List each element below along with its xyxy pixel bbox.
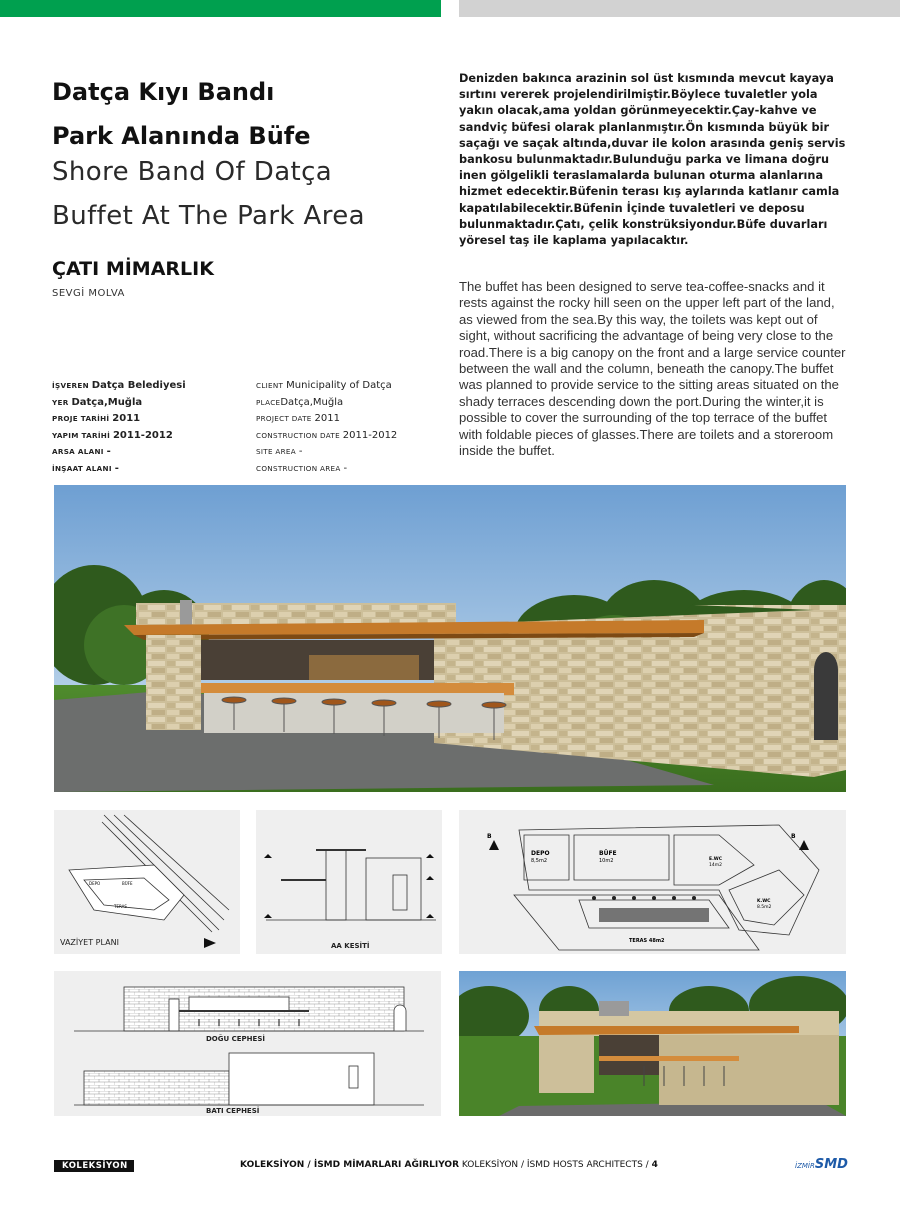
title-tr-line-1: Datça Kıyı Bandı (52, 78, 275, 106)
project-info-turkish (52, 378, 252, 477)
top-accent-bar-grey (459, 0, 900, 17)
secondary-render-image (459, 971, 846, 1116)
architect-name: SEVGİ MOLVA (52, 288, 125, 299)
footer-bold-text: KOLEKSİYON / İSMD MİMARLARI AĞIRLIYOR (240, 1160, 459, 1170)
plan-marker-left: B (487, 833, 492, 840)
info-row: YER Datça,Muğla (52, 396, 143, 408)
title-tr-line-2: Park Alanında Büfe (52, 122, 311, 150)
info-row: ARSA ALANI - (52, 446, 111, 457)
footer-normal-text: KOLEKSİYON / İSMD HOSTS ARCHITECTS / (459, 1160, 652, 1170)
section-marker-right-icon (799, 840, 809, 850)
firm-name: ÇATI MİMARLIK (52, 258, 214, 280)
north-arrow-icon (204, 938, 216, 948)
info-row: CLIENT Municipality of Datça (256, 380, 392, 391)
plan-depo-label: DEPO (531, 850, 550, 857)
info-row: YAPIM TARİHİ 2011-2012 (52, 429, 173, 441)
west-elevation-label: BATI CEPHESİ (206, 1107, 260, 1115)
site-plan-drawing (54, 810, 240, 954)
info-row: SITE AREA - (256, 446, 303, 457)
top-accent-bar-green (0, 0, 441, 17)
site-plan-bufe: BÜFE (122, 881, 133, 886)
info-row: PROJE TARİHİ 2011 (52, 413, 141, 424)
site-plan-teras: TERAS (114, 904, 127, 909)
plan-depo-area: 8,5m2 (531, 858, 548, 864)
info-row: PROJECT DATE 2011 (256, 413, 340, 424)
info-row: PLACEDatça,Muğla (256, 396, 344, 408)
info-row: İNŞAAT ALANI - (52, 462, 119, 474)
site-plan-depo: DEPO (89, 881, 101, 886)
elevations-drawing (54, 971, 441, 1116)
site-plan-label: VAZİYET PLANI (60, 938, 119, 947)
plan-ewc-area: 14m2 (709, 863, 722, 868)
project-info-english (256, 378, 456, 477)
project-title-turkish (52, 70, 432, 158)
plan-marker-right: B (791, 833, 796, 840)
info-row: CONSTRUCTION DATE 2011-2012 (256, 429, 398, 441)
plan-bufe-area: 10m2 (599, 858, 614, 864)
plan-teras-label: TERAS 48m2 (629, 938, 665, 944)
plan-kwc-label: K.WC (757, 899, 771, 904)
east-elevation-label: DOĞU CEPHESİ (206, 1035, 265, 1043)
section-label: AA KESİTİ (331, 942, 370, 950)
smd-label: SMD (814, 1157, 848, 1172)
title-en-line-1: Shore Band Of Datça (52, 157, 333, 187)
info-row: İŞVEREN Datça Belediyesi (52, 380, 186, 391)
izmir-label: İZMİR (795, 1162, 815, 1170)
title-en-line-2: Buffet At The Park Area (52, 201, 365, 231)
description-english: The buffet has been designed to serve tea-coffee-snacks and it rests against the rocky hill seen on the upper left part of the land, as viewed from the sea.By this way, the toilets was kept out of sight, without sacrificing the advantage of being very close to the road.There is a big canopy on the front and a large service counter between the wall and the column, beneath the canopy.The buffet was planned to provide service to the sitting areas situated on the shady terraces descending down the port.During the winter,it is possible to cover the surrounding of the top terrace of the buffet with foldable pieces of glasses.There are toilets and a storeroom inside the buffet. (459, 279, 846, 459)
project-title-english (52, 150, 432, 238)
plan-ewc-label: E.WC (709, 857, 723, 862)
section-aa-drawing (256, 810, 442, 954)
page-number: 4 (651, 1160, 658, 1170)
footer-caption (240, 1160, 658, 1170)
plan-kwc-area: 8.5m2 (757, 905, 772, 910)
info-row: CONSTRUCTION AREA - (256, 462, 348, 474)
koleksiyon-logo: KOLEKSİYON (54, 1160, 134, 1172)
section-marker-left-icon (489, 840, 499, 850)
floor-plan-drawing (459, 810, 846, 954)
plan-bufe-label: BÜFE (599, 850, 617, 857)
description-turkish: Denizden bakınca arazinin sol üst kısmında mevcut kayaya sırtını vererek projelendirilmiştir.Böylece tuvaletler yola yakın olacak,ama yoldan görünmeyecektir.Çay-kahve ve sandviç büfesi olarak planlanmıştır.Ön kısmında büyük bir saçağı ve saçak altında,duvar ile kolon arasında geniş servis bankosu bulunmaktadır.Bulunduğu parka ve limana doğru inen gölgelikli teraslamalarda bulunan oturma alanlarına hizmet edecektir.Büfenin terası kış aylarında katlanır camla kapatılabilecektir.Büfenin İçinde tuvaletleri ve deposu bulunmaktadır.Çatı, çelik konstrüksiyondur.Büfe duvarları yöresel taş ile kaplama yapılacaktır. (459, 72, 846, 248)
ismd-logo (795, 1157, 848, 1172)
hero-render-image (54, 485, 846, 792)
